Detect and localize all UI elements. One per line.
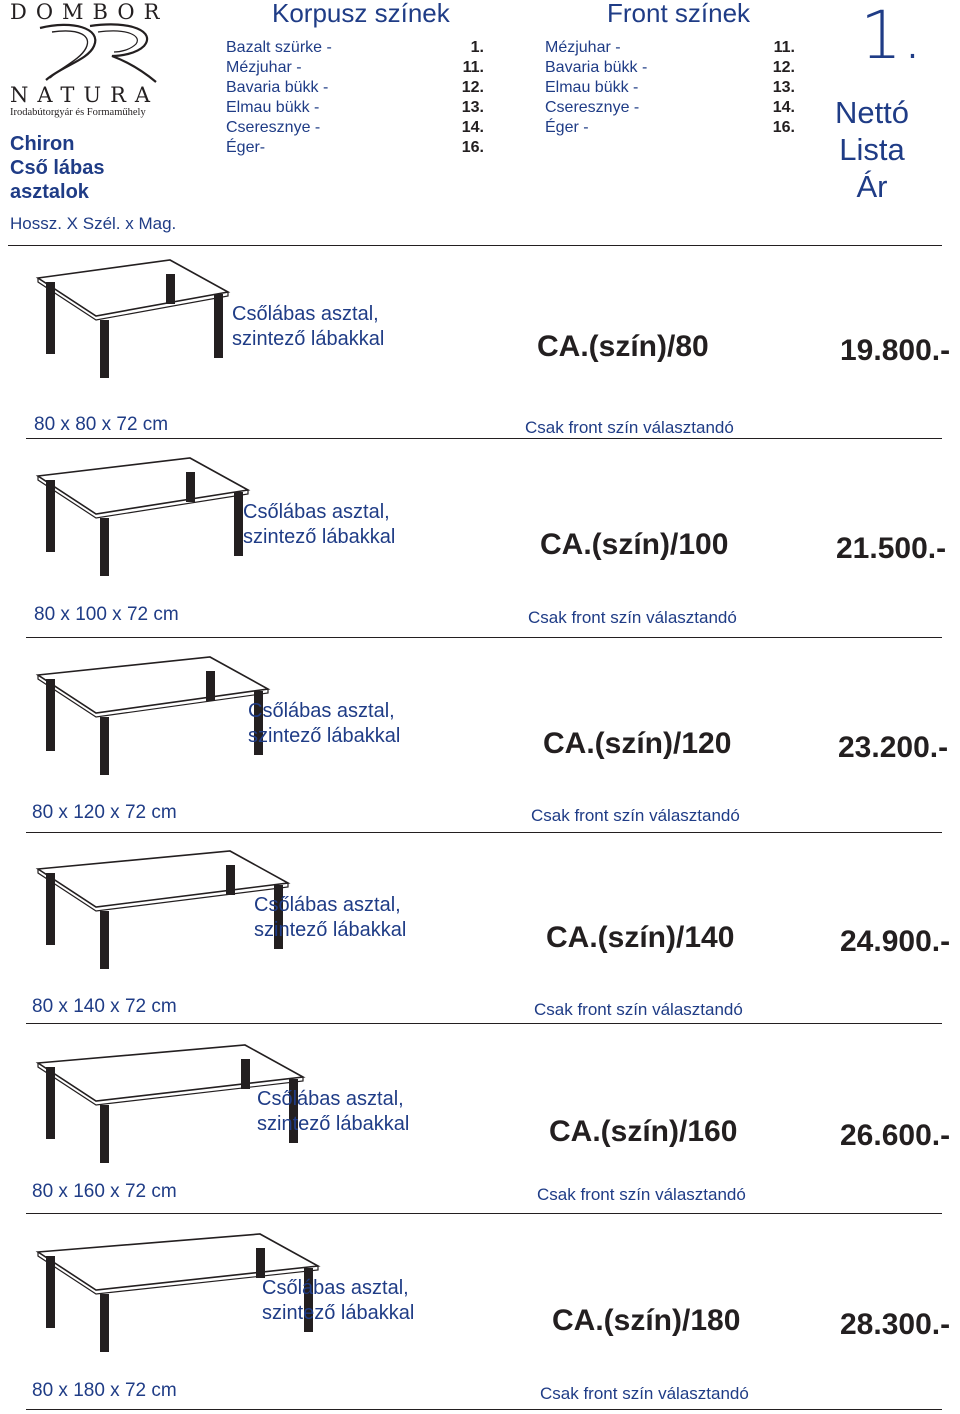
product-note: Csak front szín választandó: [540, 1384, 749, 1403]
product-description-line-1: Csőlábas asztal,: [257, 1088, 404, 1110]
row-divider-left: [26, 438, 531, 439]
table-illustration-icon: [30, 456, 250, 576]
product-description-line-2: szintező lábakkal: [262, 1302, 415, 1324]
front-title: Front színek: [607, 0, 751, 28]
model-line-2: Cső lábas: [10, 157, 105, 179]
korpusz-color-row: [226, 138, 484, 158]
product-description-line-1: Csőlábas asztal,: [232, 303, 379, 325]
product-note: Csak front szín választandó: [537, 1185, 746, 1204]
color-name: Mézjuhar -: [545, 39, 621, 56]
korpusz-color-list: [226, 38, 484, 158]
product-note: Csak front szín választandó: [531, 806, 740, 825]
color-name: Mézjuhar -: [226, 59, 302, 76]
dimensions-header: Hossz. X Szél. x Mag.: [10, 214, 177, 233]
color-name: Bavaria bükk -: [226, 79, 329, 96]
front-color-row: [545, 38, 795, 58]
product-size: 80 x 120 x 72 cm: [32, 802, 177, 823]
color-code: 14.: [772, 99, 795, 116]
color-code: 12.: [772, 59, 795, 76]
product-description-line-1: Csőlábas asztal,: [262, 1277, 409, 1299]
product-code: CA.(szín)/120: [543, 727, 732, 760]
product-code: CA.(szín)/80: [537, 330, 709, 363]
table-illustration-icon: [30, 849, 290, 969]
product-note: Csak front szín választandó: [528, 608, 737, 627]
row-divider-left: [26, 637, 534, 638]
price-header-line-3: Ár: [856, 169, 888, 204]
logo-mark-icon: [32, 22, 162, 84]
row-divider-left: [26, 832, 537, 833]
price-header-line-1: Nettó: [834, 95, 910, 130]
logo-top-word: DOMBOR: [10, 0, 169, 24]
color-name: Elmau bükk -: [226, 99, 320, 116]
product-description-line-2: szintező lábakkal: [254, 919, 407, 941]
model-line-3: asztalok: [10, 181, 89, 203]
color-name: Éger-: [226, 139, 266, 156]
product-price: 26.600.-: [840, 1119, 951, 1152]
product-size: 80 x 180 x 72 cm: [32, 1380, 177, 1401]
color-name: Elmau bükk -: [545, 79, 639, 96]
row-divider: [537, 832, 942, 833]
color-code: 12.: [461, 79, 484, 96]
color-name: Bazalt szürke -: [226, 39, 332, 56]
price-header-line-2: Lista: [839, 132, 905, 167]
front-color-row: [545, 78, 795, 98]
product-code: CA.(szín)/100: [540, 528, 729, 561]
product-description-line-2: szintező lábakkal: [243, 526, 396, 548]
product-description-line-2: szintező lábakkal: [248, 725, 401, 747]
korpusz-title: Korpusz színek: [272, 0, 450, 28]
product-price: 21.500.-: [836, 532, 947, 565]
korpusz-color-row: [226, 58, 484, 78]
color-code: 1.: [470, 39, 484, 56]
color-code: 13.: [461, 99, 484, 116]
product-note: Csak front szín választandó: [534, 1000, 743, 1019]
color-name: Éger -: [545, 119, 589, 136]
korpusz-color-row: [226, 118, 484, 138]
color-code: 14.: [461, 119, 484, 136]
color-name: Cseresznye -: [226, 119, 321, 136]
product-code: CA.(szín)/180: [552, 1304, 741, 1337]
product-description-line-1: Csőlábas asztal,: [243, 501, 390, 523]
logo-bottom-word: NATURA: [10, 83, 160, 107]
product-price: 19.800.-: [840, 334, 951, 367]
color-code: 11.: [773, 39, 795, 56]
logo-subtitle: Irodabútorgyár és Formaműhely: [10, 107, 146, 118]
product-description-line-2: szintező lábakkal: [232, 328, 385, 350]
model-title: [10, 132, 104, 204]
product-size: 80 x 160 x 72 cm: [32, 1181, 177, 1202]
product-note: Csak front szín választandó: [525, 418, 734, 437]
product-code: CA.(szín)/160: [549, 1115, 738, 1148]
front-color-row: [545, 58, 795, 78]
row-divider: [531, 438, 942, 439]
row-divider: [540, 1023, 942, 1024]
front-color-list: [545, 38, 795, 138]
color-code: 16.: [772, 119, 795, 136]
color-code: 13.: [772, 79, 795, 96]
product-code: CA.(szín)/140: [546, 921, 735, 954]
product-price: 28.300.-: [840, 1308, 951, 1341]
row-divider: [543, 1213, 942, 1214]
row-divider: [534, 637, 942, 638]
row-divider-left: [26, 1023, 540, 1024]
product-price: 23.200.-: [838, 731, 949, 764]
korpusz-color-row: [226, 98, 484, 118]
front-color-row: [545, 98, 795, 118]
color-code: 16.: [461, 139, 484, 156]
header-divider: [8, 245, 942, 246]
color-name: Bavaria bükk -: [545, 59, 648, 76]
korpusz-color-row: [226, 38, 484, 58]
table-illustration-icon: [30, 655, 270, 775]
model-line-1: Chiron: [10, 133, 75, 155]
product-price: 24.900.-: [840, 925, 951, 958]
price-list-number: 1.: [860, 0, 923, 74]
product-description-line-1: Csőlábas asztal,: [254, 894, 401, 916]
product-size: 80 x 100 x 72 cm: [34, 604, 179, 625]
row-divider-left: [26, 1409, 546, 1410]
table-illustration-icon: [30, 258, 230, 378]
row-divider: [546, 1409, 942, 1410]
korpusz-color-row: [226, 78, 484, 98]
product-description-line-2: szintező lábakkal: [257, 1113, 410, 1135]
product-size: 80 x 140 x 72 cm: [32, 996, 177, 1017]
color-code: 11.: [462, 59, 484, 76]
front-color-row: [545, 118, 795, 138]
product-description-line-1: Csőlábas asztal,: [248, 700, 395, 722]
price-header: [812, 94, 932, 205]
product-size: 80 x 80 x 72 cm: [34, 414, 169, 435]
row-divider-left: [26, 1213, 543, 1214]
color-name: Cseresznye -: [545, 99, 640, 116]
